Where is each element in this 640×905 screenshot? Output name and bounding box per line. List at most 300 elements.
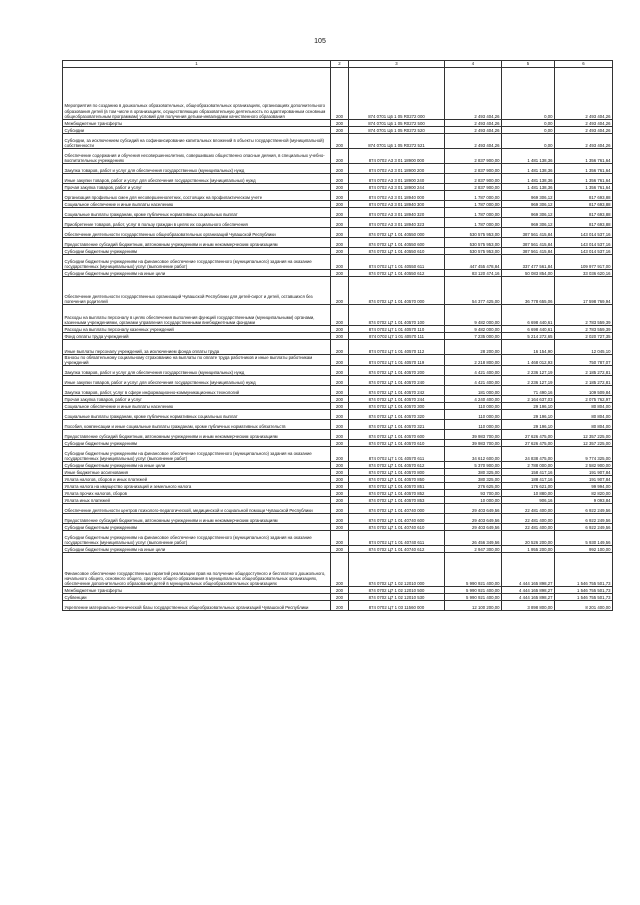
row-col2: 200	[331, 333, 349, 340]
row-name: Обеспечение содержания и обучения несовершеннолетних, совершивших общественно опасные деяния, в специальных учебно-воспитательных учреждениях	[63, 149, 331, 164]
row-col5: 5 214 272,65	[502, 333, 555, 340]
row-name: Обеспечение деятельности государственных общеобразовательных организаций Чувашской Республики	[63, 228, 331, 238]
row-name: Субвенции	[63, 594, 331, 601]
row-col2: 200	[331, 483, 349, 490]
row-col6: 1 356 761,64	[555, 184, 613, 191]
table-row	[63, 174, 613, 184]
table-row	[63, 396, 613, 403]
table-row	[63, 410, 613, 420]
row-col4: 5 370 900,00	[445, 462, 502, 469]
row-col4: 12 100 200,00	[445, 601, 502, 611]
row-col6: 817 693,88	[555, 201, 613, 208]
row-col5: 2 236 127,19	[502, 376, 555, 386]
row-col3: 874 0702 Ц7 1 01 40570 852	[349, 490, 445, 497]
row-col4: 2 493 404,26	[445, 68, 502, 120]
row-col5: 71 490,16	[502, 386, 555, 396]
row-col2: 200	[331, 366, 349, 376]
row-col4: 2 493 404,26	[445, 120, 502, 127]
row-col6: 12 357 225,00	[555, 430, 613, 440]
row-name: Межбюджетные трансферты	[63, 120, 331, 127]
row-col4: 39 983 700,00	[445, 430, 502, 440]
row-col2: 200	[331, 255, 349, 270]
row-col5: 969 306,12	[502, 201, 555, 208]
row-name: Субсидии	[63, 127, 331, 134]
row-col2: 200	[331, 305, 349, 326]
row-col3: 874 0701 Ц6 1 05 R0272 520	[349, 127, 445, 134]
row-col4: 9 482 000,00	[445, 326, 502, 333]
table-row	[63, 164, 613, 174]
row-col5: 29 196,10	[502, 420, 555, 430]
row-col2: 200	[331, 594, 349, 601]
row-col5: 6 698 440,61	[502, 326, 555, 333]
table-row	[63, 420, 613, 430]
column-number-row	[63, 61, 613, 68]
row-col3: 874 0702 Ц7 1 01 40570 800	[349, 469, 445, 476]
row-col4: 2 837 900,00	[445, 184, 502, 191]
row-col4: 1 787 000,00	[445, 191, 502, 201]
row-name: Закупка товаров, работ и услуг для обеспечения государственных (муниципальных) нужд	[63, 164, 331, 174]
row-col2: 200	[331, 490, 349, 497]
row-name: Субсидии бюджетным учреждениям на финансовое обеспечение государственного (муниципального) задания на оказание государственных (муниципальных) услуг (выполнение работ)	[63, 255, 331, 270]
row-name: Взносы по обязательному социальному страхованию на выплаты по оплате труда работников и иные выплаты работникам учреждений	[63, 355, 331, 366]
table-row	[63, 497, 613, 504]
row-col5: 969 306,12	[502, 208, 555, 218]
row-col3: 874 0702 А3 3 01 18940 323	[349, 218, 445, 228]
row-col5: 2 236 127,19	[502, 366, 555, 376]
row-name: Расходы на выплаты персоналу казенных учреждений	[63, 326, 331, 333]
row-col6: 1 546 755 501,73	[555, 587, 613, 594]
row-col4: 110 000,00	[445, 410, 502, 420]
table-row	[63, 127, 613, 134]
row-col3: 874 0702 Ц7 1 02 12010 000	[349, 553, 445, 587]
row-col3: 874 0702 Ц7 1 03 11560 000	[349, 601, 445, 611]
row-name: Иные выплаты персоналу учреждений, за исключением фонда оплаты труда	[63, 340, 331, 355]
row-col4: 2 493 404,26	[445, 134, 502, 149]
row-col4: 4 240 400,00	[445, 396, 502, 403]
row-col3: 874 0702 Ц7 1 01 40570 119	[349, 355, 445, 366]
row-col3: 874 0702 Ц7 1 01 40570 240	[349, 376, 445, 386]
row-col2: 200	[331, 208, 349, 218]
row-col4: 2 493 404,26	[445, 127, 502, 134]
row-col2: 200	[331, 127, 349, 134]
column-header: 2	[331, 61, 349, 68]
row-col2: 200	[331, 420, 349, 430]
row-col4: 39 983 700,00	[445, 440, 502, 447]
row-col5: 2 164 637,03	[502, 396, 555, 403]
row-col6: 1 546 755 501,73	[555, 594, 613, 601]
row-col2: 200	[331, 531, 349, 546]
table-row	[63, 201, 613, 208]
row-col5: 4 444 165 898,27	[502, 553, 555, 587]
row-col3: 874 0702 Ц7 1 01 40570 611	[349, 447, 445, 462]
row-name: Субсидии бюджетным учреждениям	[63, 248, 331, 255]
row-name: Субсидии бюджетным учреждениям на иные цели	[63, 546, 331, 553]
row-col4: 447 455 478,84	[445, 255, 502, 270]
row-col6: 6 922 249,56	[555, 514, 613, 524]
row-col3: 874 0702 Ц7 1 01 40570 320	[349, 410, 445, 420]
row-col2: 200	[331, 447, 349, 462]
table-row	[63, 68, 613, 120]
table-row	[63, 403, 613, 410]
page-number: 105	[314, 38, 326, 45]
row-col2: 200	[331, 270, 349, 277]
row-col3: 874 0702 Ц7 1 01 40570 600	[349, 430, 445, 440]
table-row	[63, 218, 613, 228]
row-col5: 1 468 012,93	[502, 355, 555, 366]
table-row	[63, 305, 613, 326]
table-row	[63, 587, 613, 594]
column-header: 6	[555, 61, 613, 68]
row-col3: 874 0702 Ц7 1 01 40570 242	[349, 386, 445, 396]
row-col2: 200	[331, 174, 349, 184]
row-col5: 1 481 138,36	[502, 184, 555, 191]
row-col6: 750 787,07	[555, 355, 613, 366]
row-col2: 200	[331, 184, 349, 191]
row-name: Субсидии, за исключением субсидий на софинансирование капитальных вложений в объекты государственной (муниципальной) собственности	[63, 134, 331, 149]
row-col6: 109 509,84	[555, 386, 613, 396]
row-col4: 5 990 921 400,00	[445, 594, 502, 601]
row-col5: 0,00	[502, 134, 555, 149]
row-col6: 2 493 404,26	[555, 127, 613, 134]
row-col6: 1 356 761,64	[555, 149, 613, 164]
row-col4: 2 218 800,00	[445, 355, 502, 366]
column-header: 4	[445, 61, 502, 68]
row-col3: 874 0702 Ц7 1 01 40570 851	[349, 483, 445, 490]
row-col4: 2 837 900,00	[445, 164, 502, 174]
row-col6: 2 075 762,97	[555, 396, 613, 403]
row-col6: 12 045,10	[555, 340, 613, 355]
row-col4: 4 421 400,00	[445, 376, 502, 386]
row-col6: 99 994,00	[555, 483, 613, 490]
table-row	[63, 447, 613, 462]
row-col2: 200	[331, 386, 349, 396]
row-col5: 4 444 165 898,27	[502, 594, 555, 601]
row-col5: 3 898 800,00	[502, 601, 555, 611]
row-col2: 200	[331, 553, 349, 587]
row-col6: 2 493 404,26	[555, 68, 613, 120]
row-name: Социальные выплаты гражданам, кроме публичных нормативных социальных выплат	[63, 208, 331, 218]
row-col6: 2 783 559,39	[555, 305, 613, 326]
column-header: 1	[63, 61, 331, 68]
row-col6: 109 977 917,00	[555, 255, 613, 270]
row-col3: 874 0701 Ц6 1 05 R0272 521	[349, 134, 445, 149]
row-name: Социальное обеспечение и иные выплаты населению	[63, 201, 331, 208]
row-col6: 191 907,84	[555, 469, 613, 476]
row-name: Прочая закупка товаров, работ и услуг	[63, 396, 331, 403]
row-col3: 874 0702 Ц7 1 01 40570 853	[349, 497, 445, 504]
row-name: Приобретение товаров, работ, услуг в пользу граждан в целях их социального обеспечения	[63, 218, 331, 228]
row-col3: 874 0702 Ц7 1 02 12010 530	[349, 594, 445, 601]
row-col4: 93 700,00	[445, 490, 502, 497]
row-col3: 874 0702 А3 3 01 18900 000	[349, 149, 445, 164]
row-col6: 143 014 537,16	[555, 248, 613, 255]
row-col4: 5 990 921 400,00	[445, 553, 502, 587]
row-col5: 22 481 400,00	[502, 514, 555, 524]
row-col2: 200	[331, 440, 349, 447]
table-row	[63, 546, 613, 553]
row-col2: 200	[331, 355, 349, 366]
row-col3: 874 0702 А3 3 01 18900 240	[349, 174, 445, 184]
row-col5: 158 417,16	[502, 469, 555, 476]
row-col4: 5 990 921 400,00	[445, 587, 502, 594]
row-col3: 874 0702 А3 3 01 18900 244	[349, 184, 445, 191]
row-name: Обеспечение деятельности государственных организаций Чувашской Республики для детей-сирот и детей, оставшихся без попечения родителей	[63, 277, 331, 305]
row-col5: 0,00	[502, 127, 555, 134]
row-col4: 7 235 000,00	[445, 333, 502, 340]
column-header: 5	[502, 61, 555, 68]
row-col4: 530 575 953,00	[445, 248, 502, 255]
row-col3: 874 0702 Ц7 1 01 40740 611	[349, 531, 445, 546]
table-row	[63, 149, 613, 164]
table-row	[63, 430, 613, 440]
row-col5: 188 417,16	[502, 476, 555, 483]
row-col6: 817 693,88	[555, 218, 613, 228]
table-row	[63, 208, 613, 218]
row-col5: 387 561 415,84	[502, 238, 555, 248]
row-col2: 200	[331, 326, 349, 333]
row-col6: 2 185 272,81	[555, 366, 613, 376]
table-row	[63, 553, 613, 587]
row-col5: 27 626 475,00	[502, 440, 555, 447]
row-col5: 969 306,12	[502, 218, 555, 228]
row-col2: 200	[331, 228, 349, 238]
row-name: Укрепление материально-технической базы государственных общеобразовательных организаций Чувашской Республики	[63, 601, 331, 611]
row-col3: 874 0702 Ц7 1 01 40550 600	[349, 238, 445, 248]
table-body	[63, 68, 613, 611]
row-col2: 200	[331, 120, 349, 127]
row-col6: 992 100,00	[555, 546, 613, 553]
row-col6: 817 693,88	[555, 191, 613, 201]
row-col4: 1 787 000,00	[445, 201, 502, 208]
row-name: Предоставление субсидий бюджетным, автономным учреждениям и иным некоммерческим организациям	[63, 430, 331, 440]
row-name: Уплата прочих налогов, сборов	[63, 490, 331, 497]
row-col6: 2 783 559,39	[555, 326, 613, 333]
table-row	[63, 469, 613, 476]
row-col6: 191 907,84	[555, 476, 613, 483]
row-col5: 969 306,12	[502, 191, 555, 201]
row-col6: 2 185 272,81	[555, 376, 613, 386]
row-col4: 83 120 474,16	[445, 270, 502, 277]
row-col3: 874 0702 Ц7 1 01 40550 610	[349, 248, 445, 255]
row-name: Предоставление субсидий бюджетным, автономным учреждениям и иным некоммерческим организациям	[63, 514, 331, 524]
table-row	[63, 238, 613, 248]
table-row	[63, 601, 613, 611]
row-col4: 2 947 300,00	[445, 546, 502, 553]
row-col4: 26 456 349,56	[445, 531, 502, 546]
row-col3: 874 0701 Ц6 1 05 R0272 000	[349, 68, 445, 120]
row-col5: 387 561 415,84	[502, 228, 555, 238]
row-col3: 874 0702 Ц7 1 01 40550 000	[349, 228, 445, 238]
row-col5: 22 481 400,00	[502, 524, 555, 531]
row-col4: 2 837 900,00	[445, 149, 502, 164]
table-row	[63, 386, 613, 396]
row-name: Социальные выплаты гражданам, кроме публичных нормативных социальных выплат	[63, 410, 331, 420]
row-col6: 2 493 404,26	[555, 134, 613, 149]
table-row	[63, 440, 613, 447]
row-name: Предоставление субсидий бюджетным, автономным учреждениям и иным некоммерческим организациям	[63, 238, 331, 248]
row-col3: 874 0702 Ц7 1 01 40570 100	[349, 305, 445, 326]
column-header: 3	[349, 61, 445, 68]
row-col6: 8 201 400,00	[555, 601, 613, 611]
row-col4: 4 421 400,00	[445, 366, 502, 376]
table-row	[63, 504, 613, 514]
row-col5: 1 481 138,36	[502, 149, 555, 164]
row-col4: 28 200,00	[445, 340, 502, 355]
row-col2: 200	[331, 504, 349, 514]
table-row	[63, 228, 613, 238]
table-row	[63, 531, 613, 546]
row-col3: 874 0702 Ц7 1 01 40550 611	[349, 255, 445, 270]
row-col3: 874 0702 Ц7 1 01 40570 612	[349, 462, 445, 469]
table-row	[63, 340, 613, 355]
row-col5: 36 778 655,06	[502, 277, 555, 305]
row-col3: 874 0702 А3 3 01 18900 200	[349, 164, 445, 174]
row-col6: 5 930 149,56	[555, 531, 613, 546]
row-name: Организация профильных смен для несовершеннолетних, состоящих на профилактическом учете	[63, 191, 331, 201]
row-col3: 874 0702 Ц7 1 01 40570 610	[349, 440, 445, 447]
table-row	[63, 134, 613, 149]
table-row	[63, 376, 613, 386]
row-col2: 200	[331, 238, 349, 248]
row-name: Иные закупки товаров, работ и услуг для обеспечения государственных (муниципальных) нужд	[63, 174, 331, 184]
row-col6: 1 356 761,64	[555, 164, 613, 174]
row-name: Мероприятия по созданию в дошкольных образовательных, общеобразовательных организациях, организациях дополнительного образования детей (в том числе в организациях, осуществляющих образовательную деятельность по адаптированным основным общеобразовательным программам) условий для получения детьми-инвалидами качественного образования	[63, 68, 331, 120]
row-col5: 10 880,00	[502, 490, 555, 497]
row-name: Субсидии бюджетным учреждениям на финансовое обеспечение государственного (муниципального) задания на оказание государственных (муниципальных) услуг (выполнение работ)	[63, 531, 331, 546]
row-col6: 6 922 249,56	[555, 504, 613, 514]
row-col4: 2 837 900,00	[445, 174, 502, 184]
table-row	[63, 120, 613, 127]
row-col5: 176 621,00	[502, 483, 555, 490]
row-name: Межбюджетные трансферты	[63, 587, 331, 594]
row-name: Субсидии бюджетным учреждениям на иные цели	[63, 462, 331, 469]
table-row	[63, 184, 613, 191]
row-col3: 874 0702 Ц7 1 01 40740 000	[349, 504, 445, 514]
row-col4: 380 325,00	[445, 476, 502, 483]
row-col2: 200	[331, 476, 349, 483]
table-row	[63, 270, 613, 277]
row-name: Пособия, компенсации и иные социальные выплаты гражданам, кроме публичных нормативных обязательств	[63, 420, 331, 430]
row-col2: 200	[331, 524, 349, 531]
row-col3: 874 0702 А3 3 01 18940 000	[349, 191, 445, 201]
row-col5: 387 561 415,84	[502, 248, 555, 255]
row-col2: 200	[331, 68, 349, 120]
row-col4: 276 625,00	[445, 483, 502, 490]
row-col3: 874 0702 Ц7 1 01 40570 321	[349, 420, 445, 430]
row-col2: 200	[331, 201, 349, 208]
row-col4: 380 325,00	[445, 469, 502, 476]
table-row	[63, 594, 613, 601]
table-row	[63, 191, 613, 201]
row-col3: 874 0702 Ц7 1 01 40570 000	[349, 277, 445, 305]
row-col2: 200	[331, 248, 349, 255]
row-col3: 874 0702 Ц7 1 01 40570 111	[349, 333, 445, 340]
row-col2: 200	[331, 410, 349, 420]
row-col5: 1 481 138,36	[502, 174, 555, 184]
row-col6: 17 598 769,94	[555, 277, 613, 305]
row-col5: 22 481 400,00	[502, 504, 555, 514]
row-col6: 2 020 727,35	[555, 333, 613, 340]
row-col5: 906,16	[502, 497, 555, 504]
row-col6: 33 036 620,16	[555, 270, 613, 277]
row-name: Субсидии бюджетным учреждениям	[63, 524, 331, 531]
row-col6: 82 820,00	[555, 490, 613, 497]
row-col4: 110 000,00	[445, 420, 502, 430]
row-col5: 0,00	[502, 120, 555, 127]
row-col4: 9 482 000,00	[445, 305, 502, 326]
row-col3: 874 0702 Ц7 1 01 40570 300	[349, 403, 445, 410]
row-col2: 200	[331, 277, 349, 305]
row-col2: 200	[331, 218, 349, 228]
row-col3: 874 0702 А3 3 01 18940 320	[349, 208, 445, 218]
table-row	[63, 514, 613, 524]
row-col5: 2 788 000,00	[502, 462, 555, 469]
row-col4: 530 575 953,00	[445, 238, 502, 248]
table-row	[63, 366, 613, 376]
row-col4: 34 612 600,00	[445, 447, 502, 462]
row-col2: 200	[331, 403, 349, 410]
row-col2: 200	[331, 430, 349, 440]
row-col3: 874 0702 Ц7 1 01 40570 110	[349, 326, 445, 333]
row-col3: 874 0702 Ц7 1 02 12010 500	[349, 587, 445, 594]
row-col5: 0,00	[502, 68, 555, 120]
row-col2: 200	[331, 396, 349, 403]
row-name: Иные бюджетные ассигнования	[63, 469, 331, 476]
row-col5: 4 444 165 898,27	[502, 587, 555, 594]
row-col6: 80 804,00	[555, 410, 613, 420]
row-col6: 143 014 537,16	[555, 228, 613, 238]
table-row	[63, 248, 613, 255]
row-col5: 6 698 440,61	[502, 305, 555, 326]
row-col6: 6 922 249,56	[555, 524, 613, 531]
row-col6: 817 693,88	[555, 208, 613, 218]
table-row	[63, 355, 613, 366]
row-col2: 200	[331, 546, 349, 553]
row-name: Закупка товаров, работ, услуг в сфере информационно-коммуникационных технологий	[63, 386, 331, 396]
row-col4: 29 403 649,56	[445, 524, 502, 531]
row-name: Уплата иных платежей	[63, 497, 331, 504]
row-col2: 200	[331, 164, 349, 174]
row-col3: 874 0702 Ц7 1 01 40550 612	[349, 270, 445, 277]
row-name: Уплата налога на имущество организаций и земельного налога	[63, 483, 331, 490]
table-row	[63, 524, 613, 531]
row-name: Субсидии бюджетным учреждениям на иные цели	[63, 270, 331, 277]
row-name: Прочая закупка товаров, работ и услуг	[63, 184, 331, 191]
row-col5: 29 196,10	[502, 410, 555, 420]
row-col3: 874 0702 Ц7 1 01 40740 600	[349, 514, 445, 524]
budget-table	[62, 60, 613, 611]
row-col3: 874 0702 Ц7 1 01 40570 244	[349, 396, 445, 403]
row-col2: 200	[331, 462, 349, 469]
row-col5: 27 626 475,00	[502, 430, 555, 440]
row-col2: 200	[331, 376, 349, 386]
row-col5: 24 838 475,00	[502, 447, 555, 462]
row-col5: 1 955 200,00	[502, 546, 555, 553]
row-name: Расходы на выплаты персоналу в целях обеспечения выполнения функций государственными (муниципальными) органами, казенными учреждениями, органами управления государственными внебюджетными фондами	[63, 305, 331, 326]
row-col5: 337 477 561,84	[502, 255, 555, 270]
row-col4: 1 787 000,00	[445, 218, 502, 228]
table-row	[63, 255, 613, 270]
row-col6: 1 546 755 501,73	[555, 553, 613, 587]
row-name: Субсидии бюджетным учреждениям на финансовое обеспечение государственного (муниципального) задания на оказание государственных (муниципальных) услуг (выполнение работ)	[63, 447, 331, 462]
row-name: Иные закупки товаров, работ и услуг для обеспечения государственных (муниципальных) нужд	[63, 376, 331, 386]
table-row	[63, 326, 613, 333]
row-col2: 200	[331, 134, 349, 149]
row-col6: 143 014 537,16	[555, 238, 613, 248]
row-col5: 20 526 200,00	[502, 531, 555, 546]
row-col3: 874 0702 А3 3 01 18940 300	[349, 201, 445, 208]
row-col5: 1 481 138,36	[502, 164, 555, 174]
